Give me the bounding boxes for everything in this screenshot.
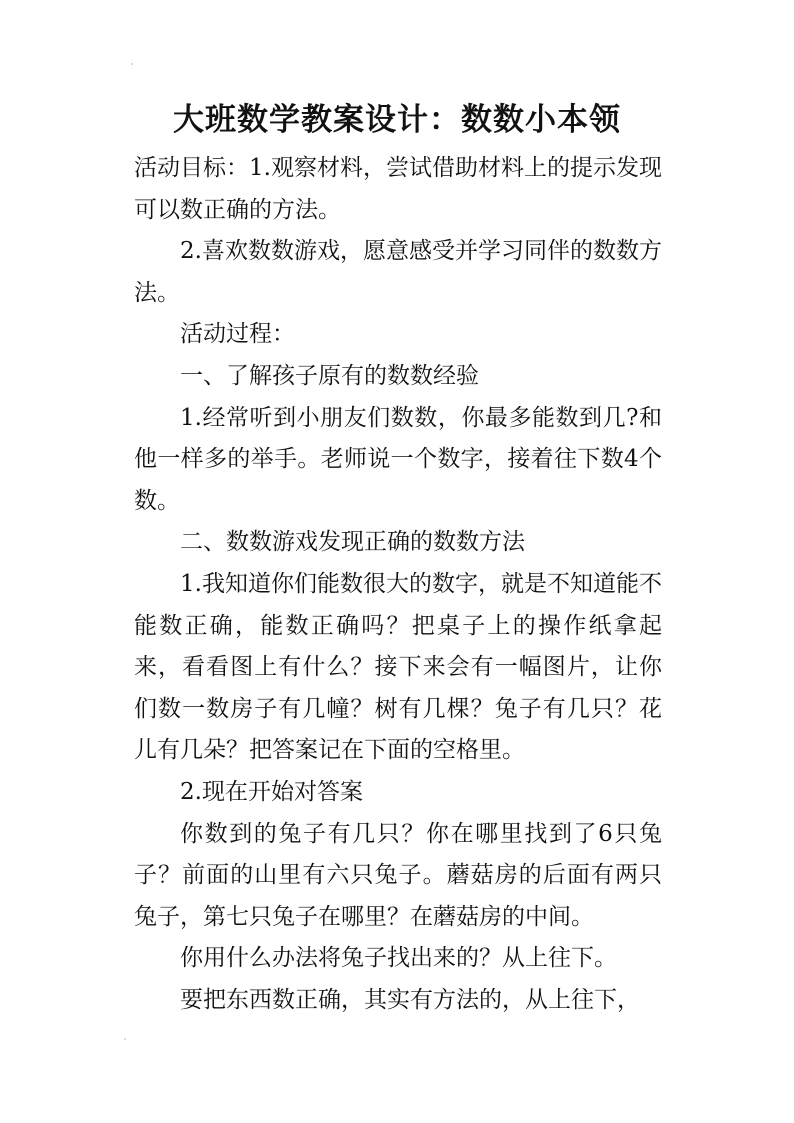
section-heading-1: 一、了解孩子原有的数数经验	[180, 362, 479, 389]
paragraph-method-question: 你用什么办法将兔子找出来的？从上往下。	[180, 945, 617, 972]
paragraph-objective-2: 2.喜欢数数游戏，愿意感受并学习同伴的数数方法。	[134, 238, 662, 306]
paragraph-step-2-2: 2.现在开始对答案	[180, 778, 363, 805]
section-heading-2: 二、数数游戏发现正确的数数方法	[180, 529, 525, 556]
paragraph-step-1-1: 1.经常听到小朋友们数数，你最多能数到几?和他一样多的举手。老师说一个数字，接着往下数4个数。	[134, 404, 662, 514]
scan-speck	[124, 1038, 126, 1040]
paragraph-answer-discussion: 你数到的兔子有几只？你在哪里找到了6只兔子？前面的山里有六只兔子。蘑菇房的后面有两只兔子，第七只兔子在哪里？在蘑菇房的中间。	[134, 820, 662, 930]
document-title: 大班数学教案设计：数数小本领	[173, 102, 621, 138]
scan-speck	[131, 63, 133, 65]
paragraph-method-summary: 要把东西数正确，其实有方法的，从上往下，	[180, 986, 640, 1013]
document-body	[134, 148, 662, 1021]
paragraph-step-2-1: 1.我知道你们能数很大的数字，就是不知道能不能数正确，能数正确吗？把桌子上的操作纸拿起来，看看图上有什么？接下来会有一幅图片，让你们数一数房子有几幢？树有几棵？兔子有几只？花儿有几朵？把答案记在下面的空格里。	[134, 570, 662, 764]
paragraph-process-heading: 活动过程：	[180, 321, 295, 348]
paragraph-objectives: 活动目标：1.观察材料，尝试借助材料上的提示发现可以数正确的方法。	[134, 155, 662, 223]
